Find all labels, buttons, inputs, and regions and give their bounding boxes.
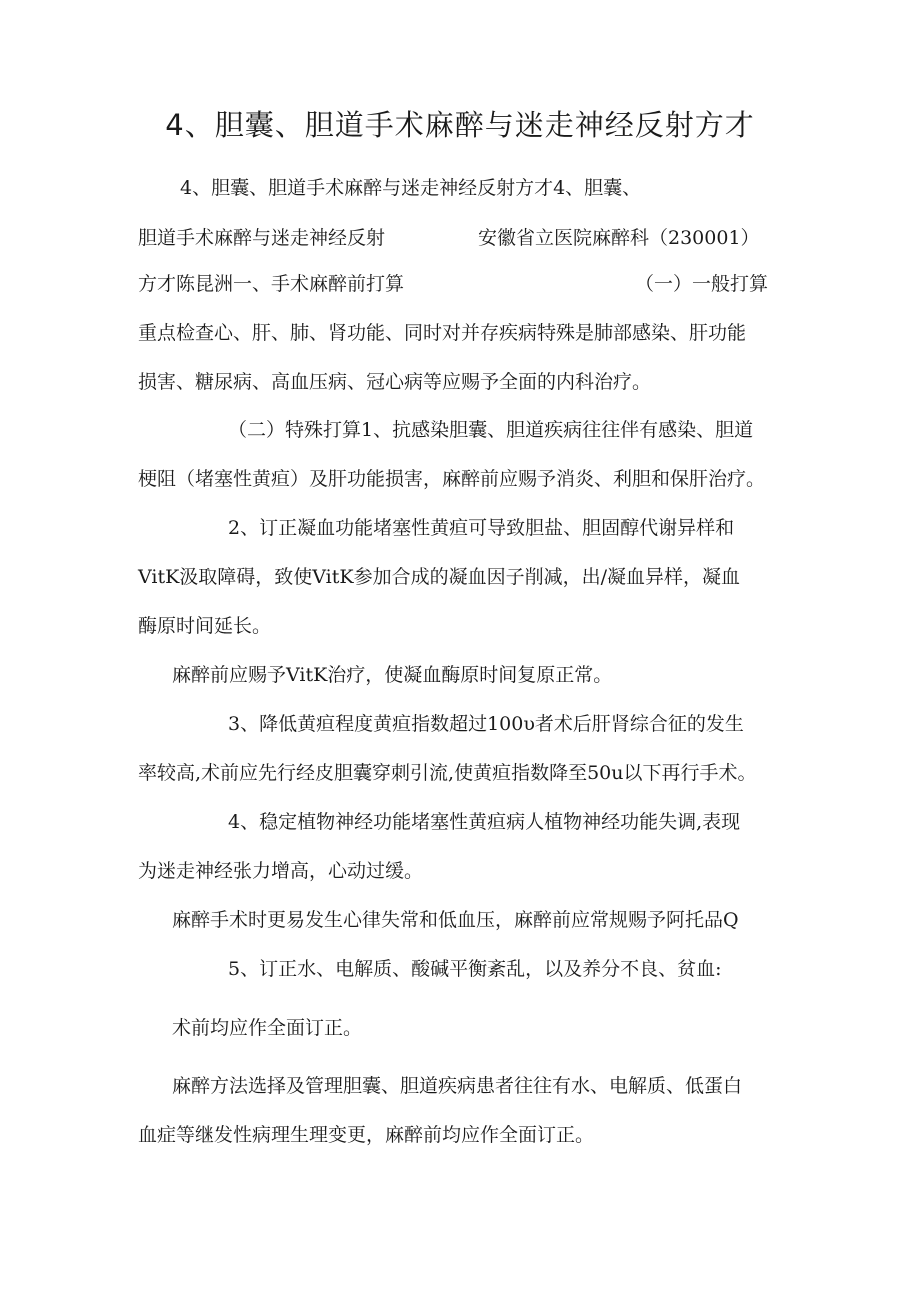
text-line-4: 重点检查心、肝、肺、肾功能、同时对并存疾病特殊是肺部感染、肝功能 <box>138 322 747 344</box>
text-line-20: 血症等继发性病理生理变更，麻醉前均应作全面订正。 <box>138 1124 595 1146</box>
text-line-10: 酶原时间延长。 <box>138 615 272 637</box>
text-line-1: 4、胆囊、胆道手术麻醉与迷走神经反射方才4、胆囊、 <box>180 177 642 199</box>
text-line-19: 麻醉方法选择及管理胆囊、胆道疾病患者往往有水、电解质、低蛋白 <box>172 1075 743 1097</box>
text-line-11: 麻醉前应赐予VitK治疗，使凝血酶原时间复原正常。 <box>172 664 613 686</box>
text-line-12: 3、降低黄疸程度黄疸指数超过100υ者术后肝肾综合征的发生 <box>228 713 744 735</box>
text-line-15: 为迷走神经张力增高，心动过缓。 <box>138 860 424 882</box>
text-line-8: 2、订正凝血功能堵塞性黄疸可导致胆盐、胆固醇代谢异样和 <box>228 517 735 539</box>
text-line-16: 麻醉手术时更易发生心律失常和低血压，麻醉前应常规赐予阿托品Q <box>172 909 739 931</box>
text-line-13: 率较高,术前应先行经皮胆囊穿刺引流,使黄疸指数降至50u以下再行手术。 <box>138 762 757 784</box>
text-line-7: 梗阻（堵塞性黄疸）及肝功能损害，麻醉前应赐予消炎、利胆和保肝治疗。 <box>138 468 766 490</box>
text-line-3-left: 方才陈昆洲一、手术麻醉前打算 <box>138 273 405 295</box>
text-line-6: （二）特殊打算1、抗感染胆囊、胆道疾病往往伴有感染、胆道 <box>228 419 754 441</box>
text-line-2-affiliation: 安徽省立医院麻醉科（230001） <box>478 227 760 249</box>
text-line-2-left: 胆道手术麻醉与迷走神经反射 <box>138 227 386 249</box>
text-line-5: 损害、糖尿病、高血压病、冠心病等应赐予全面的内科治疗。 <box>138 371 652 393</box>
text-line-18: 术前均应作全面订正。 <box>172 1017 363 1039</box>
text-line-17: 5、订正水、电解质、酸碱平衡紊乱，以及养分不良、贫血: <box>228 958 722 980</box>
text-line-9: VitK汲取障碍，致使VitK参加合成的凝血因子削减，出/凝血异样，凝血 <box>138 566 740 588</box>
text-line-14: 4、稳定植物神经功能堵塞性黄疸病人植物神经功能失调,表现 <box>228 811 741 833</box>
text-line-3-right: （一）一般打算 <box>635 273 769 295</box>
page-title: 4、胆囊、胆道手术麻醉与迷走神经反射方才 <box>165 108 755 142</box>
